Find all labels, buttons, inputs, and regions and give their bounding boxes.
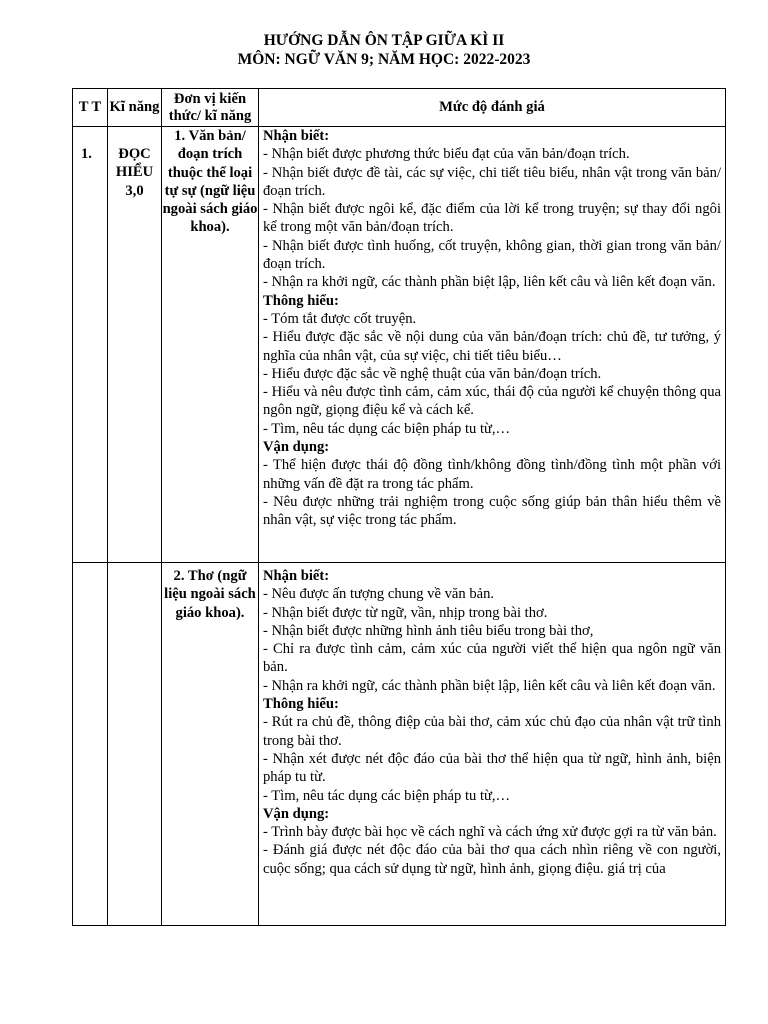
section-heading-understand: Thông hiểu:	[263, 292, 339, 309]
unit-cell: 2. Thơ (ngữ liệu ngoài sách giáo khoa).	[162, 563, 259, 926]
list-item: - Nhận biết được đề tài, các sự việc, chi tiết tiêu biểu, nhân vật trong văn bản/đoạn trích.	[263, 164, 721, 199]
unit-cell: 1. Văn bản/ đoạn trích thuộc thể loại tự sự (ngữ liệu ngoài sách giáo khoa).	[162, 127, 259, 563]
list-item: - Tìm, nêu tác dụng các biện pháp tu từ,…	[263, 420, 511, 437]
table-header-row	[73, 89, 726, 127]
list-item: - Hiểu được đặc sắc về nội dung của văn bản/đoạn trích: chủ đề, tư tưởng, ý nghĩa của nhân vật, của sự việc, chi tiết tiêu biểu…	[263, 329, 721, 364]
list-item: - Trình bày được bài học về cách nghĩ và cách ứng xử được gợi ra từ văn bản.	[263, 824, 717, 841]
list-item: - Rút ra chủ đề, thông điệp của bài thơ, cảm xúc chủ đạo của nhân vật trữ tình trong bài thơ.	[263, 714, 721, 749]
list-item: - Hiểu được đặc sắc về nghệ thuật của văn bản/đoạn trích.	[263, 365, 602, 382]
list-item: - Nêu được ấn tượng chung về văn bản.	[263, 586, 495, 603]
list-item: - Nhận biết được ngôi kể, đặc điểm của lời kể trong truyện; sự thay đổi ngôi kể trong một văn bản/đoạn trích.	[263, 201, 721, 236]
list-item: - Nhận biết được những hình ảnh tiêu biểu trong bài thơ,	[263, 622, 594, 639]
list-item: - Hiểu và nêu được tình cảm, cảm xúc, thái độ của người kể chuyện thông qua ngôn ngữ, giọng điệu kể và cách kể.	[263, 384, 721, 419]
table-row	[73, 563, 726, 926]
list-item: - Thể hiện được thái độ đồng tình/không đồng tình/đồng tình một phần với những vấn đề đặt ra trong tác phẩm.	[263, 457, 721, 492]
skill-cell	[108, 563, 162, 926]
list-item: - Nêu được những trải nghiệm trong cuộc sống giúp bản thân hiểu thêm về nhân vật, sự việc trong tác phẩm.	[263, 493, 721, 529]
header-level: Mức độ đánh giá	[259, 89, 726, 127]
list-item: - Nhận ra khởi ngữ, các thành phần biệt lập, liên kết câu và liên kết đoạn văn.	[263, 274, 716, 291]
list-item: - Nhận biết được phương thức biểu đạt của văn bản/đoạn trích.	[263, 146, 630, 163]
document-subtitle: MÔN: NGỮ VĂN 9; NĂM HỌC: 2022-2023	[237, 51, 531, 68]
section-heading-apply: Vận dụng:	[263, 439, 330, 456]
list-item: - Nhận biết được tình huống, cốt truyện, không gian, thời gian trong văn bản/đoạn trích.	[263, 237, 721, 273]
document-title: HƯỚNG DẪN ÔN TẬP GIỮA KÌ II	[263, 32, 505, 49]
row-number: 1.	[73, 127, 108, 563]
section-heading-apply: Vận dụng:	[263, 805, 330, 822]
table-row	[73, 127, 726, 563]
level-cell	[259, 127, 726, 563]
list-item: - Nhận ra khởi ngữ, các thành phần biệt lập, liên kết câu và liên kết đoạn văn.	[263, 677, 716, 694]
skill-cell	[108, 127, 162, 563]
list-item: - Tóm tắt được cốt truyện.	[263, 310, 417, 327]
assessment-table	[72, 88, 726, 926]
row-number	[73, 563, 108, 926]
section-heading-understand: Thông hiểu:	[263, 696, 339, 713]
list-item: - Nhận biết được từ ngữ, vần, nhịp trong bài thơ.	[263, 604, 548, 621]
skill-score: 3,0	[125, 182, 144, 199]
section-heading-recognize: Nhận biết:	[263, 128, 330, 144]
header-skill: Kĩ năng	[108, 89, 162, 127]
header-tt: T T	[73, 89, 108, 127]
header-unit: Đơn vị kiến thức/ kĩ năng	[162, 89, 259, 127]
list-item: - Đánh giá được nét độc đáo của bài thơ qua cách nhìn riêng về con người, cuộc sống; qua cách sử dụng từ ngữ, hình ảnh, giọng điệu. giá trị của	[263, 842, 721, 877]
list-item: - Tìm, nêu tác dụng các biện pháp tu từ,…	[263, 787, 511, 804]
level-cell	[259, 563, 726, 926]
list-item: - Nhận xét được nét độc đáo của bài thơ thể hiện qua từ ngữ, hình ảnh, biện pháp tu từ.	[263, 750, 721, 786]
list-item: - Chỉ ra được tình cảm, cảm xúc của người viết thể hiện qua ngôn ngữ văn bản.	[263, 641, 721, 676]
section-heading-recognize: Nhận biết:	[263, 568, 330, 584]
skill-name: ĐỌC HIỂU	[115, 146, 154, 181]
